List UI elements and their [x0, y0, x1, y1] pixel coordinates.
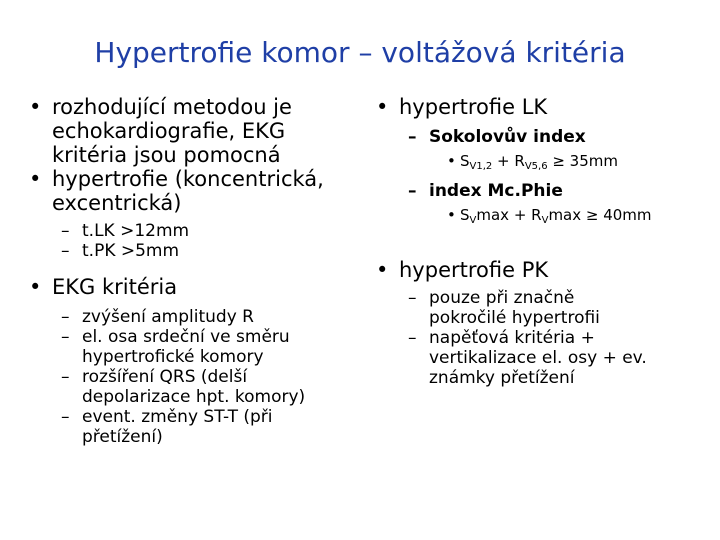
- formula-mcphie: [375, 205, 720, 231]
- sub-line: pokročilé hypertrofii: [429, 308, 600, 328]
- sub-item-sokolow: – Sokolovův index: [375, 127, 720, 147]
- sub-item-st-t-changes: [28, 407, 373, 447]
- right-column: [375, 95, 720, 388]
- bullet-line: • hypertrofie (koncentrická,: [52, 167, 324, 191]
- bullet-methods: [28, 95, 373, 167]
- formula-sokolow: [375, 151, 720, 177]
- bullet-line: • EKG kritéria: [52, 275, 178, 299]
- formula-part: max ≥ 40mm: [548, 206, 652, 224]
- bullet-hypertrophy-type: [28, 167, 373, 215]
- sub-line: známky přetížení: [429, 368, 575, 388]
- sub-line: vertikalizace el. osy + ev.: [429, 348, 647, 368]
- sub-line: – el. osa srdeční ve směru: [82, 327, 290, 347]
- formula-subscript: V: [541, 215, 549, 226]
- sub-line: depolarizace hpt. komory): [82, 387, 306, 407]
- sub-line: – event. změny ST-T (při: [82, 407, 273, 427]
- formula-part: + R: [492, 152, 525, 170]
- formula-subscript: V: [469, 215, 477, 226]
- sub-item-pk-thickness: – t.PK >5mm: [28, 241, 373, 261]
- formula-part: S: [460, 152, 470, 170]
- bullet-line: excentrická): [52, 191, 182, 215]
- sub-item-advanced-hypertrophy: [375, 288, 720, 328]
- formula-subscript: V5,6: [524, 161, 548, 172]
- sub-line: přetížení): [82, 427, 163, 447]
- sub-line: – pouze při značně: [429, 288, 575, 308]
- sub-item-qrs-widening: [28, 367, 373, 407]
- page-title: Hypertrofie komor – voltážová kritéria: [94, 36, 626, 69]
- bullet-line: kritéria jsou pomocná: [52, 143, 281, 167]
- bullet-pk-hypertrophy: • hypertrofie PK: [375, 258, 720, 282]
- sub-line: – rozšíření QRS (delší: [82, 367, 248, 387]
- bullet-ekg-criteria: [28, 275, 373, 299]
- sub-line: – napěťová kritéria +: [429, 328, 595, 348]
- formula-part: ≥ 35mm: [547, 152, 618, 170]
- sub-line: hypertrofické komory: [82, 347, 264, 367]
- bullet-lk-hypertrophy: • hypertrofie LK: [375, 95, 720, 119]
- sub-item-r-amplitude: – zvýšení amplitudy R: [28, 307, 373, 327]
- left-column: [28, 95, 373, 447]
- bullet-line: • rozhodující metodou je: [52, 95, 292, 119]
- sub-item-voltage-criteria: [375, 328, 720, 388]
- sub-item-mcphie: – index Mc.Phie: [375, 181, 720, 201]
- formula-part: S: [460, 206, 470, 224]
- sub-item-electrical-axis: [28, 327, 373, 367]
- formula-subscript: V1,2: [469, 161, 493, 172]
- sub-item-lk-thickness: – t.LK >12mm: [28, 221, 373, 241]
- formula-part: max + R: [476, 206, 542, 224]
- bullet-line: echokardiografie, EKG: [52, 119, 286, 143]
